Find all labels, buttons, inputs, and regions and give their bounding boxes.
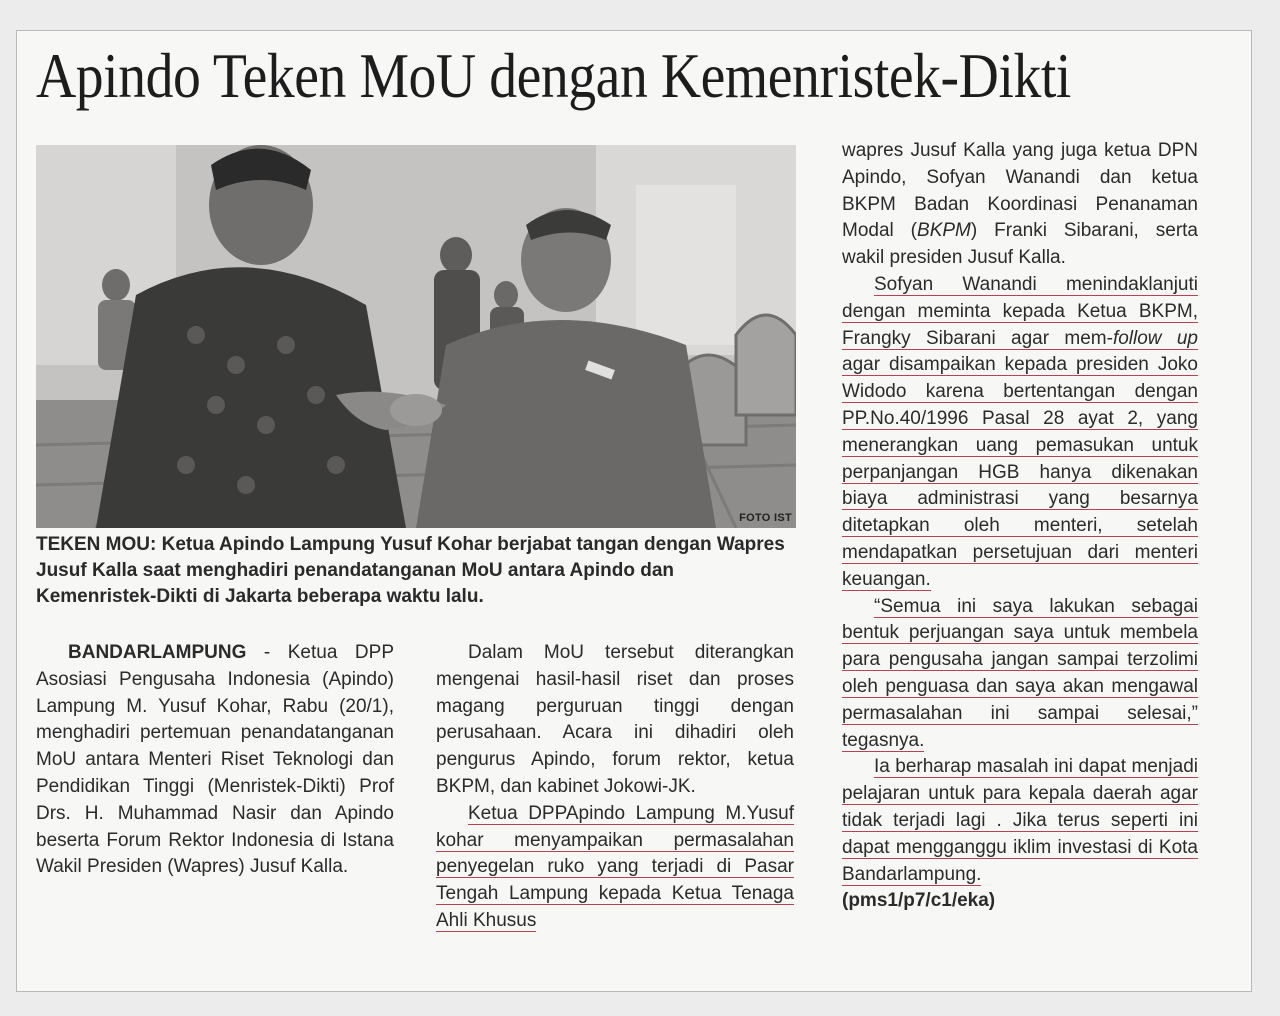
col3-paragraph-2b: agar disampaikan kepada presiden Joko Widodo karena bertentangan dengan PP.No.40/1996 Pasal 28 ayat 2, yang menerangkan uang pemasukan untuk perpanjangan HGB hanya dikenakan biaya administrasi yang besarnya ditetapkan oleh menteri, setelah mendapatkan persetujuan dari menteri keuangan. [842,354,1198,590]
news-photo [36,145,796,528]
article-column-3 [842,138,1198,915]
article-column-1 [36,640,394,881]
handshake-photo-illustration [36,145,796,528]
col3-bkpm-italic: BKPM [917,220,971,242]
col3-paragraph-1a: wapres Jusuf Kalla yang juga ketua DPN Apindo, Sofyan Wanandi dan ketua BKPM Badan Koordinasi Penanaman Modal ( [842,140,1198,242]
col1-paragraph-1: - Ketua DPP Asosiasi Pengusaha Indonesia (Apindo) Lampung M. Yusuf Kohar, Rabu (20/1), menghadiri pertemuan penandatanganan MoU antara Menteri Riset Teknologi dan Pendidikan Tinggi (Menristek-Dikti) Prof Drs. H. Muhammad Nasir dan Apindo beserta Forum Rektor Indonesia di Istana Wakil Presiden (Wapres) Jusuf Kalla. [36,642,394,878]
headline: Apindo Teken MoU dengan Kemenristek-Dikti [36,40,1071,111]
col3-paragraph-4: Ia berharap masalah ini dapat menjadi pelajaran untuk para kepala daerah agar tidak terjadi lagi . Jika terus seperti ini dapat mengganggu iklim investasi di Kota Bandarlampung. [842,756,1198,885]
photo-credit: FOTO IST [739,512,792,524]
dateline: BANDARLAMPUNG [68,642,247,663]
col3-paragraph-2a: Sofyan Wanandi menindaklanjuti dengan meminta kepada Ketua BKPM, Frangky Sibarani agar mem- [842,273,1198,349]
col2-paragraph-2: Ketua DPPApindo Lampung M.Yusuf kohar menyampaikan permasalahan penyegelan ruko yang terjadi di Pasar Tengah Lampung kepada Ketua Tenaga Ahli Khusus [436,802,794,931]
col3-paragraph-3-quote: “Semua ini saya lakukan sebagai bentuk perjuangan saya untuk membela para pengusaha jangan sampai terzolimi oleh penguasa dan saya akan mengawal permasalahan ini sampai selesai,” tegasnya. [842,595,1198,751]
article-column-2 [436,640,794,935]
col3-follow-up-italic: follow up [1112,327,1198,349]
col2-paragraph-1: Dalam MoU tersebut diterangkan mengenai hasil-hasil riset dan proses magang perguruan tinggi dengan perusahaan. Acara ini dihadiri oleh pengurus Apindo, forum rektor, ketua BKPM, dan kabinet Jokowi-JK. [436,642,794,797]
photo-caption: TEKEN MOU: Ketua Apindo Lampung Yusuf Kohar berjabat tangan dengan Wapres Jusuf Kalla saat menghadiri penandatanganan MoU antara Apindo dan Kemenristek-Dikti di Jakarta beberapa waktu lalu. [36,534,785,607]
signoff-code: (pms1/p7/c1/eka) [842,890,996,912]
col3-paragraph-1b: ) Franki Sibarani, serta wakil presiden Jusuf Kalla. [842,220,1199,269]
